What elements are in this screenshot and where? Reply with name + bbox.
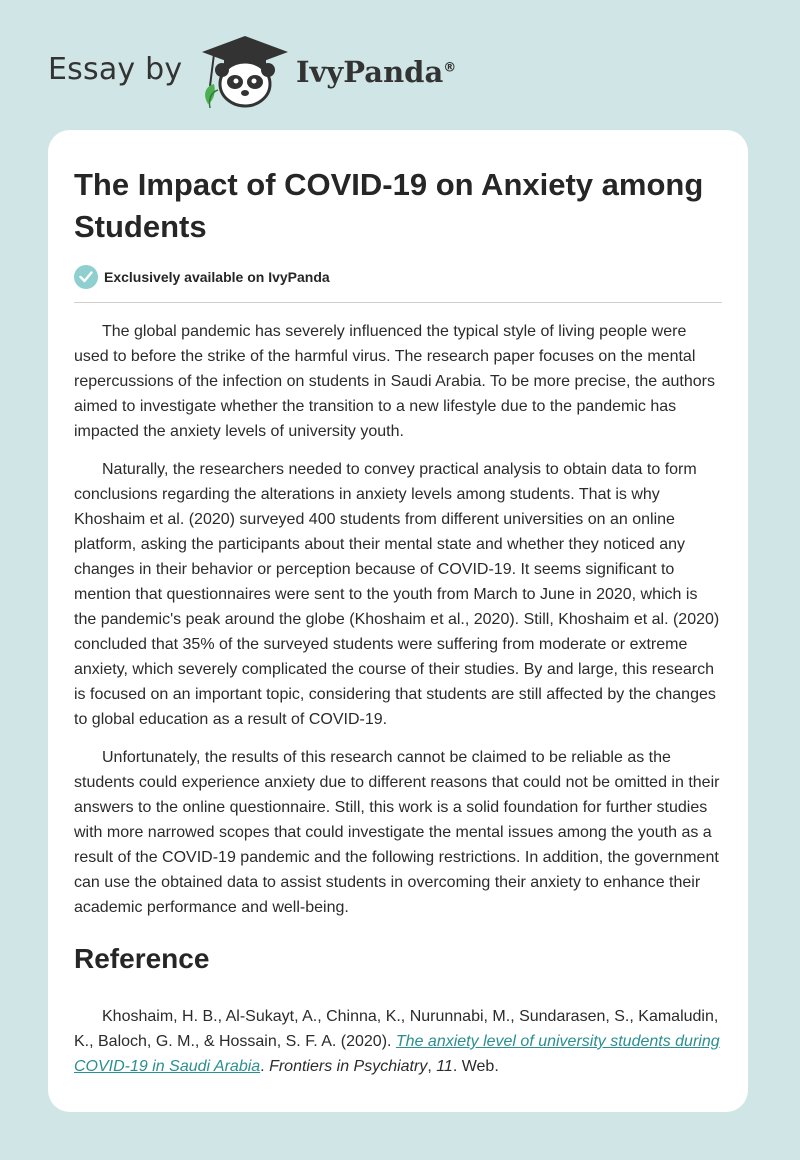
panda-logo-icon[interactable]: [200, 34, 290, 110]
site-header: [0, 0, 800, 130]
essay-by-label: Essay by: [48, 52, 183, 87]
reference-separator: ,: [427, 1058, 437, 1075]
reference-volume: 11: [436, 1058, 453, 1075]
paragraph: Unfortunately, the results of this research cannot be claimed to be reliable as the students could experience anxiety due to different reasons that could not be omitted in their answers to the online questionnaire. Still, this work is a solid foundation for further studies with more narrowed scopes that could investigate the mental issues among the youth as a result of the COVID-19 pandemic and the following restrictions. In addition, the government can use the obtained data to assist students in overcoming their anxiety to enhance their academic performance and well-being.: [74, 749, 720, 916]
check-circle-icon: [74, 265, 98, 289]
paragraph: The global pandemic has severely influenced the typical style of living people were used to before the strike of the harmful virus. The research paper focuses on the mental repercussions of the infection on students in Saudi Arabia. To be more precise, the authors aimed to investigate whether the transition to a new lifestyle due to the pandemic has impacted the anxiety levels of university youth.: [74, 323, 715, 440]
divider: [74, 302, 722, 303]
reference-after-link: .: [260, 1058, 270, 1075]
reference-authors: Khoshaim, H. B., Al-Sukayt, A., Chinna, K., Nurunnabi, M., Sundarasen, S., Kamaludin, K., Baloch, G. M., & Hossain, S. F. A. (2020).: [74, 1008, 719, 1050]
exclusive-label: Exclusively available on IvyPanda: [104, 269, 330, 285]
registered-mark: ®: [443, 60, 457, 76]
exclusive-badge: [74, 264, 330, 290]
reference-link[interactable]: The anxiety level of university students during COVID-19 in Saudi Arabia: [74, 1033, 720, 1075]
reference-entry: [74, 1004, 724, 1079]
reference-heading: Reference: [74, 943, 210, 974]
page-title: The Impact of COVID-19 on Anxiety among Students: [74, 167, 704, 244]
reference-journal: Frontiers in Psychiatry: [269, 1058, 428, 1075]
article-body: [74, 319, 724, 1079]
brand-name-text: IvyPanda: [296, 55, 444, 89]
paragraph: Naturally, the researchers needed to convey practical analysis to obtain data to form conclusions regarding the alterations in anxiety levels among students. That is why Khoshaim et al. (2020) surveyed 400 students from different universities on an online platform, asking the participants about their mental state and whether they noticed any changes in their behavior or perception because of COVID-19. It seems significant to mention that questionnaires were sent to the youth from March to June in 2020, which is the pandemic's peak around the globe (Khoshaim et al., 2020). Still, Khoshaim et al. (2020) concluded that 35% of the surveyed students were suffering from moderate or extreme anxiety, which severely complicated the course of their studies. By and large, this research is focused on an important topic, considering that students are still affected by the changes to global education as a result of COVID-19.: [74, 461, 720, 728]
article-card: [48, 130, 748, 1112]
reference-end: . Web.: [452, 1058, 499, 1075]
brand-name[interactable]: [296, 55, 456, 89]
